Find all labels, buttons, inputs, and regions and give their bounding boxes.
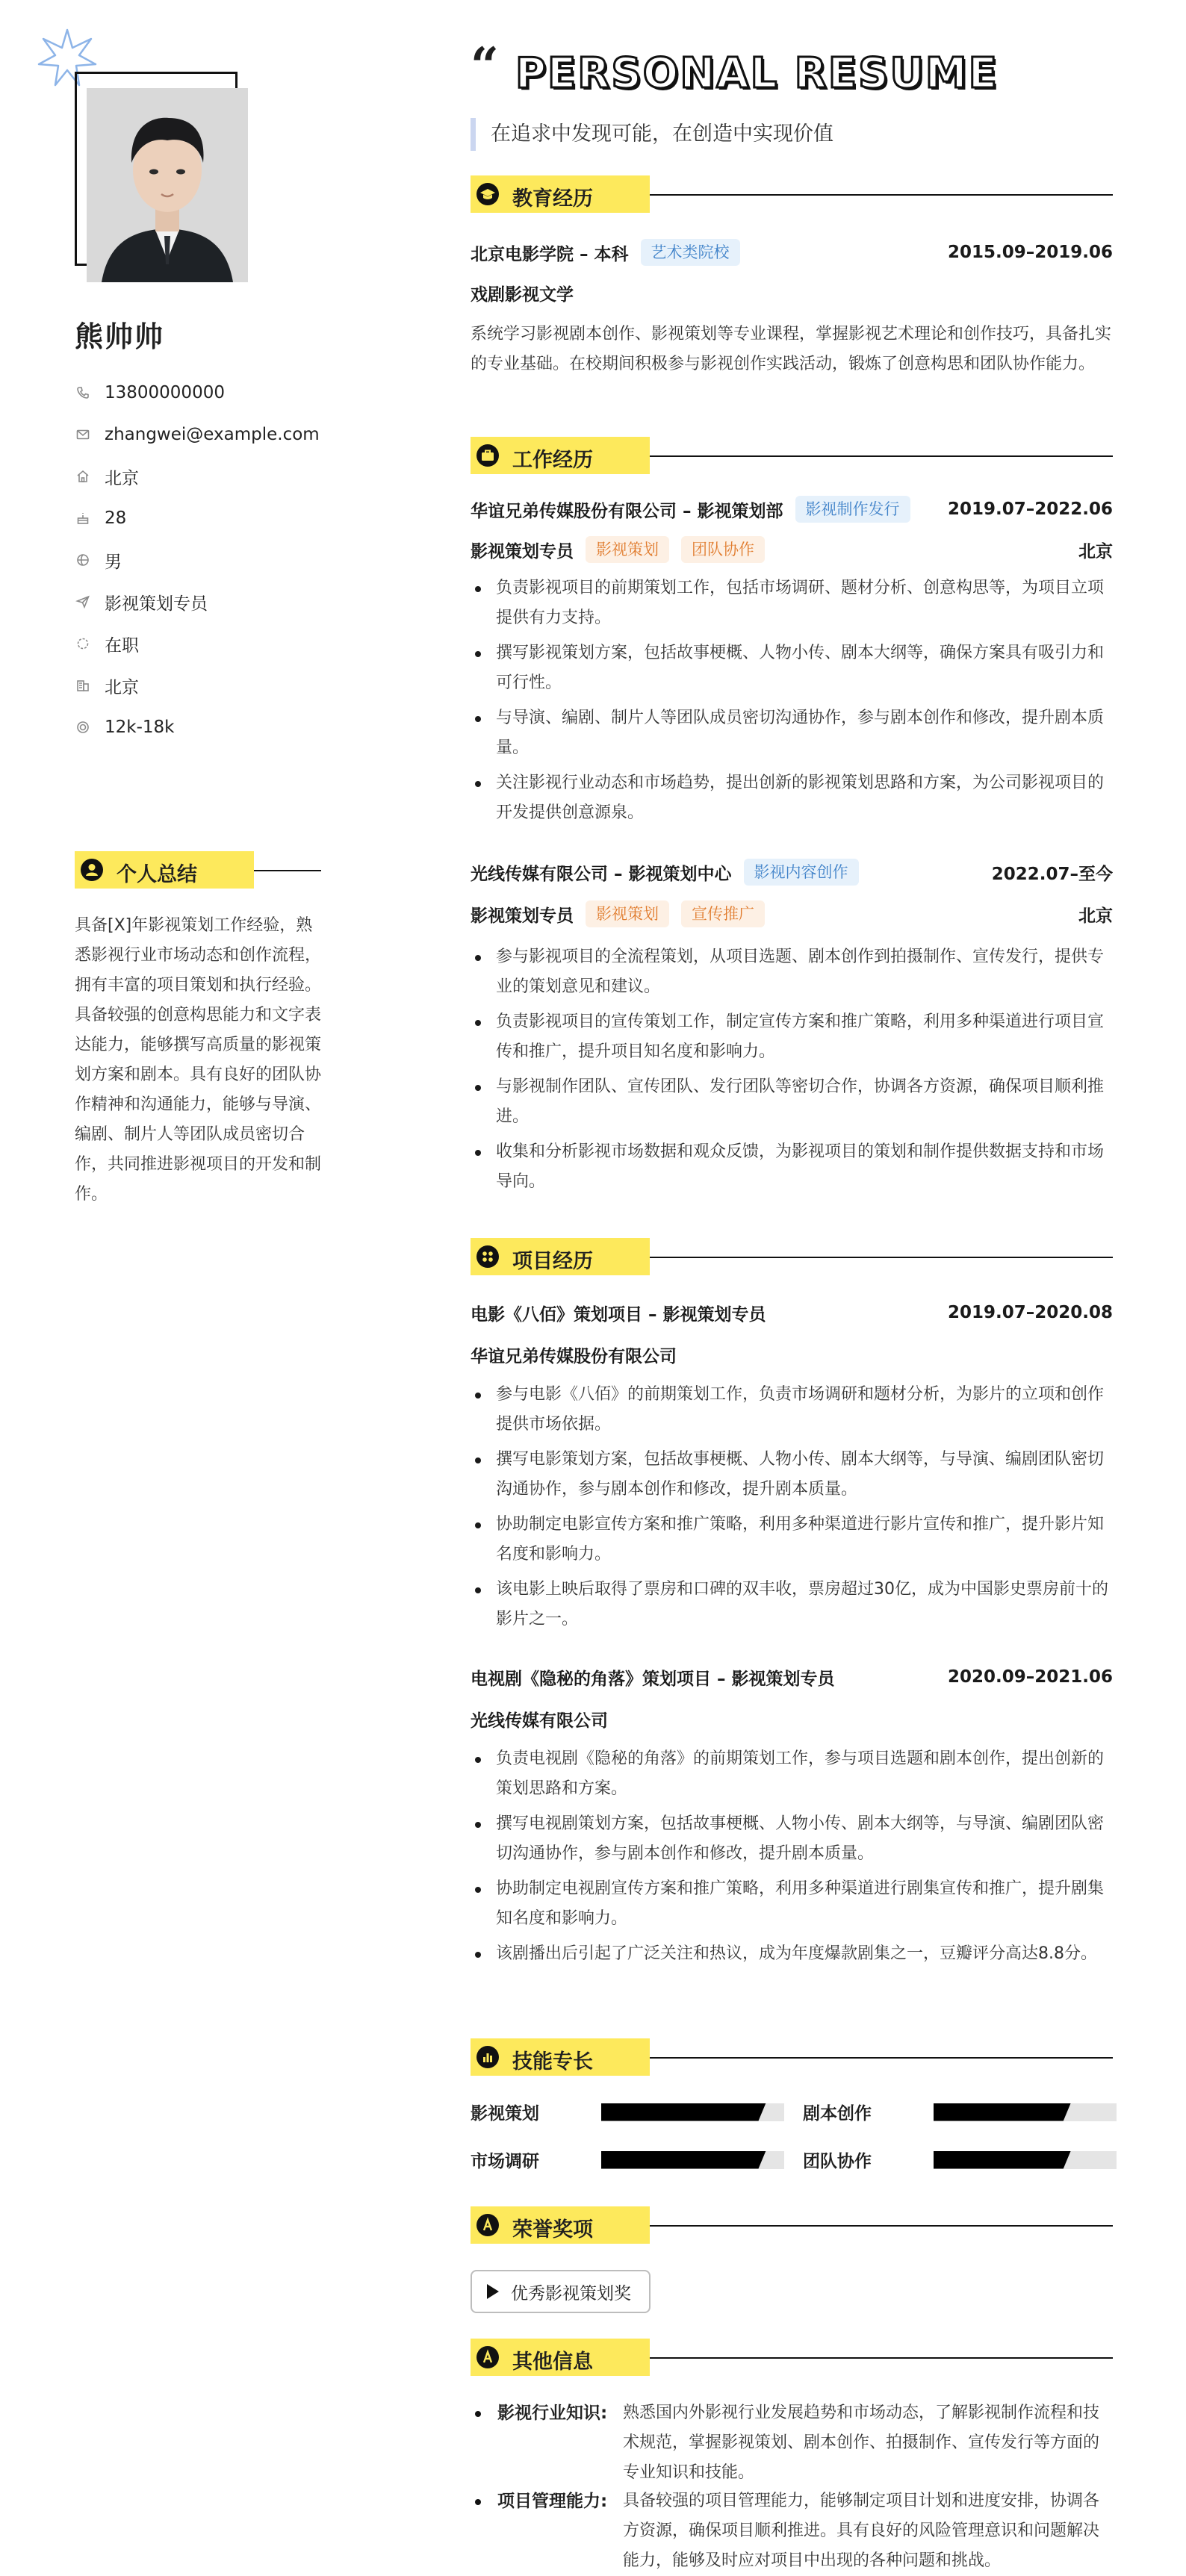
other-info-key: 影视行业知识:: [497, 2404, 608, 2423]
status-icon: [75, 635, 91, 652]
list-item: 协助制定电影宣传方案和推广策略，利用多种渠道进行影片宣传和推广，提升影片知名度和影响力。: [471, 1510, 1113, 1569]
section-header-projects: [471, 1238, 1113, 1275]
user-icon: [81, 859, 103, 881]
other-info-key: 项目管理能力:: [497, 2492, 608, 2511]
industry-tag: 影视制作发行: [795, 496, 910, 523]
page-title: PERSONAL RESUME: [515, 49, 999, 98]
info-text: zhangwei@example.com: [105, 425, 320, 444]
graduation-cap-icon: [476, 183, 499, 205]
skill-item: [471, 2100, 784, 2124]
info-text: 男: [105, 552, 122, 572]
section-divider: [650, 2357, 1113, 2359]
info-status: [75, 623, 358, 665]
section-divider: [650, 455, 1113, 457]
job-date: 2019.07–2022.06: [947, 500, 1113, 519]
summary-text: 具备[X]年影视策划工作经验，熟悉影视行业市场动态和创作流程，拥有丰富的项目策划和执行经验。具备较强的创意构思能力和文字表达能力，能够撰写高质量的影视策划方案和剧本。具有良好的团队协作精神和沟通能力，能够与导演、编剧、制片人等团队成员密切合作，共同推进影视项目的开发和制作。: [75, 916, 322, 1204]
section-title: 其他信息: [512, 2351, 593, 2374]
list-item: 负责影视项目的前期策划工作，包括市场调研、题材分析、创意构思等，为项目立项提供有力支持。: [471, 573, 1113, 633]
tagline: 在追求中发现可能，在创造中实现价值: [471, 118, 833, 151]
skill-item: [803, 2100, 1117, 2124]
bullet-dot: [475, 2411, 481, 2417]
other-info-value: 具备较强的项目管理能力，能够制定项目计划和进度安排，协调各方资源，确保项目顺利推进。具有良好的风险管理意识和问题解决能力，能够及时应对项目中出现的各种问题和挑战。: [623, 2492, 1100, 2570]
skill-tag: 宣传推广: [681, 900, 765, 927]
job-city: 北京: [1078, 541, 1113, 561]
info-text: 28: [105, 508, 127, 528]
list-item: 撰写影视策划方案，包括故事梗概、人物小传、剧本大纲等，确保方案具有吸引力和可行性。: [471, 638, 1113, 698]
section-header-skills: [471, 2038, 1113, 2076]
info-gender: [75, 539, 358, 581]
info-text: 影视策划专员: [105, 594, 208, 614]
play-icon: [487, 2284, 499, 2299]
skill-name: 团队协作: [803, 2152, 872, 2171]
skill-bar: [601, 2151, 784, 2169]
send-icon: [75, 594, 91, 610]
info-position: [75, 581, 358, 623]
education-major-row: [471, 278, 1113, 308]
skill-bar-fill: [601, 2151, 766, 2169]
section-header-summary: [75, 851, 321, 889]
job-city: 北京: [1078, 906, 1113, 926]
project-bullets: [471, 1744, 1113, 1974]
job-role-row: [471, 899, 1113, 929]
skill-bar-fill: [601, 2103, 766, 2121]
section-title: 工作经历: [512, 449, 593, 472]
job-header-row: [471, 857, 1113, 887]
skill-item: [471, 2147, 784, 2172]
skill-bar: [601, 2103, 784, 2121]
section-header-education: [471, 175, 1113, 213]
info-text: 北京: [105, 468, 139, 488]
skill-bar-fill: [934, 2103, 1071, 2121]
section-title: 个人总结: [117, 863, 197, 886]
other-info-value: 熟悉国内外影视行业发展趋势和市场动态，了解影视制作流程和技术规范，掌握影视策划、剧本创作、拍摄制作、宣传发行等方面的专业知识和技能。: [623, 2404, 1100, 2482]
avatar: [87, 88, 248, 282]
job-role: 影视策划专员: [471, 541, 574, 561]
list-item: 参与电影《八佰》的前期策划工作，负责市场调研和题材分析，为影片的立项和创作提供市场依据。: [471, 1380, 1113, 1440]
job-date: 2022.07–至今: [991, 864, 1113, 884]
info-text: 13800000000: [105, 383, 225, 402]
job-role-row: [471, 535, 1113, 564]
info-icon: [476, 2346, 499, 2368]
project-date: 2019.07–2020.08: [947, 1303, 1113, 1322]
skill-name: 市场调研: [471, 2152, 539, 2171]
sidebar: [0, 0, 388, 2576]
person-name: 熊帅帅: [75, 320, 165, 353]
info-text: 12k-18k: [105, 718, 175, 737]
section-divider: [254, 870, 321, 871]
list-item: 该电影上映后取得了票房和口碑的双丰收，票房超过30亿，成为中国影史票房前十的影片之一。: [471, 1575, 1113, 1634]
award-badge: [471, 2270, 651, 2313]
salary-icon: [75, 719, 91, 735]
info-text: 北京: [105, 677, 139, 697]
section-header-other: [471, 2339, 1113, 2376]
project-header-row: [471, 1298, 1113, 1328]
list-item: 与影视制作团队、宣传团队、发行团队等密切合作，协调各方资源，确保项目顺利推进。: [471, 1072, 1113, 1132]
skill-bar-fill: [934, 2151, 1071, 2169]
quote-mark: “: [471, 37, 499, 95]
mail-icon: [75, 426, 91, 443]
list-item: 负责电视剧《隐秘的角落》的前期策划工作，参与项目选题和剧本创作，提出创新的策划思路和方案。: [471, 1744, 1113, 1804]
section-divider: [650, 194, 1113, 196]
list-item: 与导演、编剧、制片人等团队成员密切沟通协作，参与剧本创作和修改，提升剧本质量。: [471, 703, 1113, 763]
section-header-work: [471, 437, 1113, 474]
job-header-row: [471, 494, 1113, 524]
info-text: 在职: [105, 635, 139, 656]
phone-icon: [75, 385, 91, 401]
home-icon: [75, 468, 91, 485]
major: 戏剧影视文学: [471, 284, 574, 305]
award-icon: [476, 2214, 499, 2236]
project-company: 光线传媒有限公司: [471, 1711, 608, 1731]
list-item: 撰写电视剧策划方案，包括故事梗概、人物小传、剧本大纲等，与导演、编剧团队密切沟通协作，参与剧本创作和修改，提升剧本质量。: [471, 1809, 1113, 1869]
section-title: 教育经历: [512, 187, 593, 211]
skill-name: 影视策划: [471, 2104, 539, 2124]
project-company: 华谊兄弟传媒股份有限公司: [471, 1346, 677, 1366]
gender-icon: [75, 552, 91, 568]
list-item: 参与影视项目的全流程策划，从项目选题、剧本创作到拍摄制作、宣传发行，提供专业的策划意见和建议。: [471, 942, 1113, 1002]
project-company-row: [471, 1704, 1113, 1734]
contact-info-list: [75, 372, 358, 748]
award-name: 优秀影视策划奖: [511, 2283, 631, 2303]
section-divider: [650, 2225, 1113, 2227]
briefcase-icon: [476, 444, 499, 467]
skill-item: [803, 2147, 1117, 2172]
info-salary: [75, 706, 358, 748]
school-name: 北京电影学院 – 本科: [471, 244, 629, 264]
project-company-row: [471, 1340, 1113, 1369]
project-header-row: [471, 1662, 1113, 1692]
education-date: 2015.09–2019.06: [947, 243, 1113, 262]
company-name: 华谊兄弟传媒股份有限公司 – 影视策划部: [471, 501, 783, 521]
project-date: 2020.09–2021.06: [947, 1667, 1113, 1687]
grid-icon: [476, 1245, 499, 1268]
list-item: 协助制定电视剧宣传方案和推广策略，利用多种渠道进行剧集宣传和推广，提升剧集知名度和影响力。: [471, 1874, 1113, 1934]
bullet-dot: [475, 2499, 481, 2505]
info-phone: [75, 372, 358, 414]
section-divider: [650, 1257, 1113, 1258]
education-description: 系统学习影视剧本创作、影视策划等专业课程，掌握影视艺术理论和创作技巧，具备扎实的专业基础。在校期间积极参与影视创作实践活动，锻炼了创意构思和团队协作能力。: [471, 325, 1112, 373]
skill-tag: 影视策划: [586, 900, 669, 927]
project-name: 电影《八佰》策划项目 – 影视策划专员: [471, 1304, 766, 1325]
school-tag: 艺术类院校: [641, 239, 740, 266]
info-location: [75, 455, 358, 497]
list-item: 负责影视项目的宣传策划工作，制定宣传方案和推广策略，利用多种渠道进行项目宣传和推广，提升项目知名度和影响力。: [471, 1007, 1113, 1067]
section-title: 技能专长: [512, 2050, 593, 2073]
section-header-honors: [471, 2206, 1113, 2244]
project-name: 电视剧《隐秘的角落》策划项目 – 影视策划专员: [471, 1669, 835, 1689]
info-age: [75, 497, 358, 539]
skill-bar: [934, 2103, 1117, 2121]
section-title: 荣誉奖项: [512, 2218, 593, 2241]
other-info-item: [471, 2486, 1113, 2576]
other-info-item: [471, 2398, 1113, 2488]
skill-bar: [934, 2151, 1117, 2169]
bar-chart-icon: [476, 2046, 499, 2068]
job-bullets: [471, 942, 1113, 1202]
education-header-row: [471, 237, 1113, 267]
building-icon: [75, 677, 91, 694]
info-email: [75, 414, 358, 455]
job-bullets: [471, 573, 1113, 833]
list-item: 撰写电影策划方案，包括故事梗概、人物小传、剧本大纲等，与导演、编剧团队密切沟通协作，参与剧本创作和修改，提升剧本质量。: [471, 1445, 1113, 1505]
skill-tag: 影视策划: [586, 536, 669, 563]
list-item: 关注影视行业动态和市场趋势，提出创新的影视策划思路和方案，为公司影视项目的开发提供创意源泉。: [471, 768, 1113, 828]
list-item: 收集和分析影视市场数据和观众反馈，为影视项目的策划和制作提供数据支持和市场导向。: [471, 1137, 1113, 1197]
industry-tag: 影视内容创作: [744, 859, 859, 886]
company-name: 光线传媒有限公司 – 影视策划中心: [471, 864, 732, 884]
skill-name: 剧本创作: [803, 2104, 872, 2124]
skill-tag: 团队协作: [681, 536, 765, 563]
project-bullets: [471, 1380, 1113, 1640]
section-divider: [650, 2057, 1113, 2059]
job-role: 影视策划专员: [471, 906, 574, 926]
cake-icon: [75, 510, 91, 526]
info-city: [75, 665, 358, 706]
list-item: 该剧播出后引起了广泛关注和热议，成为年度爆款剧集之一，豆瓣评分高达8.8分。: [471, 1939, 1113, 1969]
section-title: 项目经历: [512, 1250, 593, 1273]
